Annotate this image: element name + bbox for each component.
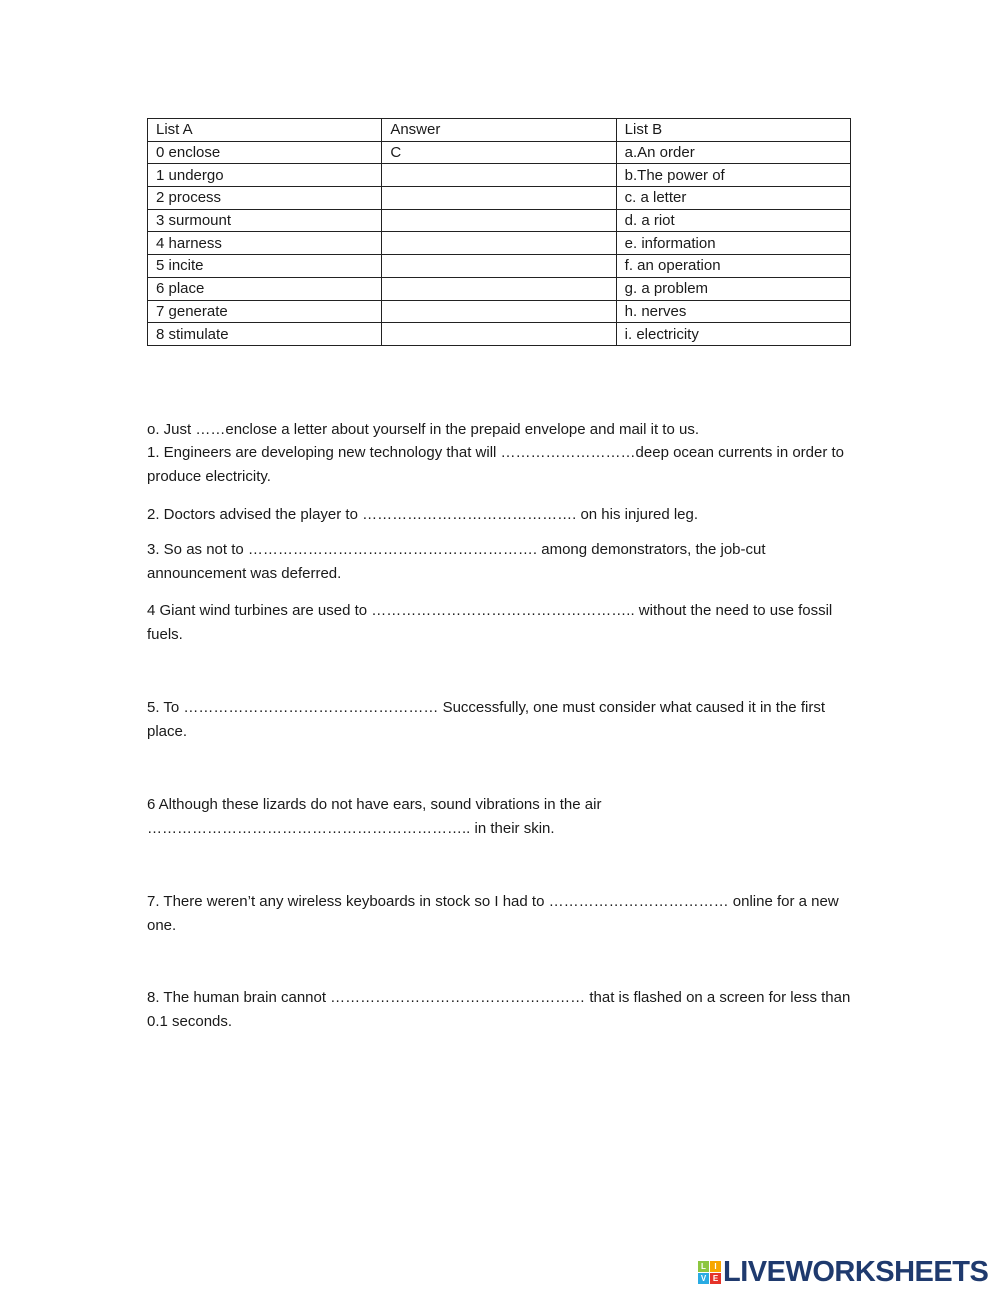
list-b-cell: e. information: [616, 232, 850, 255]
matching-table: [147, 118, 851, 346]
list-a-cell: 1 undergo: [148, 164, 382, 187]
table-row: [148, 255, 851, 278]
list-b-cell: c. a letter: [616, 187, 850, 210]
logo-tile: V: [698, 1273, 709, 1284]
answer-cell[interactable]: [382, 255, 616, 278]
logo-tile: I: [710, 1261, 721, 1272]
list-b-cell: g. a problem: [616, 277, 850, 300]
list-b-cell: a.An order: [616, 141, 850, 164]
sentence-5: 5. To …………………………………………… Successfully, one must consider what caused it in the first place.: [147, 699, 825, 740]
answer-cell[interactable]: [382, 164, 616, 187]
list-b-cell: f. an operation: [616, 255, 850, 278]
answer-cell[interactable]: [382, 187, 616, 210]
sentence-4: 4 Giant wind turbines are used to …………………………………………….. without the need to use fossil fuels.: [147, 602, 833, 643]
list-a-cell: 4 harness: [148, 232, 382, 255]
sentence-8: 8. The human brain cannot …………………………………………… that is flashed on a screen for less than 0.1 seconds.: [147, 989, 851, 1030]
table-row: [148, 323, 851, 346]
sentence-3: 3. So as not to …………………………………………………. among demonstrators, the job-cut announcement was deferred.: [147, 541, 766, 582]
list-a-cell: 0 enclose: [148, 141, 382, 164]
logo-tiles-icon: [698, 1261, 721, 1284]
table-header-row: [148, 119, 851, 142]
table-row: [148, 187, 851, 210]
sentence-2: 2. Doctors advised the player to ……………………………………. on his injured leg.: [147, 506, 699, 523]
list-b-cell: i. electricity: [616, 323, 850, 346]
list-a-cell: 2 process: [148, 187, 382, 210]
table-row: [148, 300, 851, 323]
table-row: [148, 277, 851, 300]
list-a-cell: 7 generate: [148, 300, 382, 323]
header-list-b: List B: [616, 119, 850, 142]
sentence-1: 1. Engineers are developing new technology that will ………………………deep ocean currents in order to produce electricity.: [147, 444, 845, 485]
header-answer: Answer: [382, 119, 616, 142]
table-row: [148, 164, 851, 187]
answer-cell[interactable]: C: [382, 141, 616, 164]
table-row: [148, 141, 851, 164]
list-a-cell: 3 surmount: [148, 209, 382, 232]
answer-cell[interactable]: [382, 232, 616, 255]
logo-tile: L: [698, 1261, 709, 1272]
header-list-a: List A: [148, 119, 382, 142]
logo-tile: E: [710, 1273, 721, 1284]
sentence-7: 7. There weren’t any wireless keyboards in stock so I had to ……………………………… online for a new one.: [147, 893, 839, 934]
list-b-cell: d. a riot: [616, 209, 850, 232]
table-row: [148, 232, 851, 255]
sentence-6: 6 Although these lizards do not have ears, sound vibrations in the air ……………………………………………………….. in their skin.: [147, 796, 602, 837]
list-a-cell: 5 incite: [148, 255, 382, 278]
list-b-cell: h. nerves: [616, 300, 850, 323]
answer-cell[interactable]: [382, 209, 616, 232]
list-a-cell: 6 place: [148, 277, 382, 300]
answer-cell[interactable]: [382, 277, 616, 300]
answer-cell[interactable]: [382, 300, 616, 323]
table-row: [148, 209, 851, 232]
logo-text: LIVEWORKSHEETS: [723, 1256, 989, 1288]
list-a-cell: 8 stimulate: [148, 323, 382, 346]
liveworksheets-logo: [698, 1256, 988, 1289]
sentence-0: o. Just ……enclose a letter about yourself in the prepaid envelope and mail it to us.: [147, 421, 699, 438]
list-b-cell: b.The power of: [616, 164, 850, 187]
answer-cell[interactable]: [382, 323, 616, 346]
